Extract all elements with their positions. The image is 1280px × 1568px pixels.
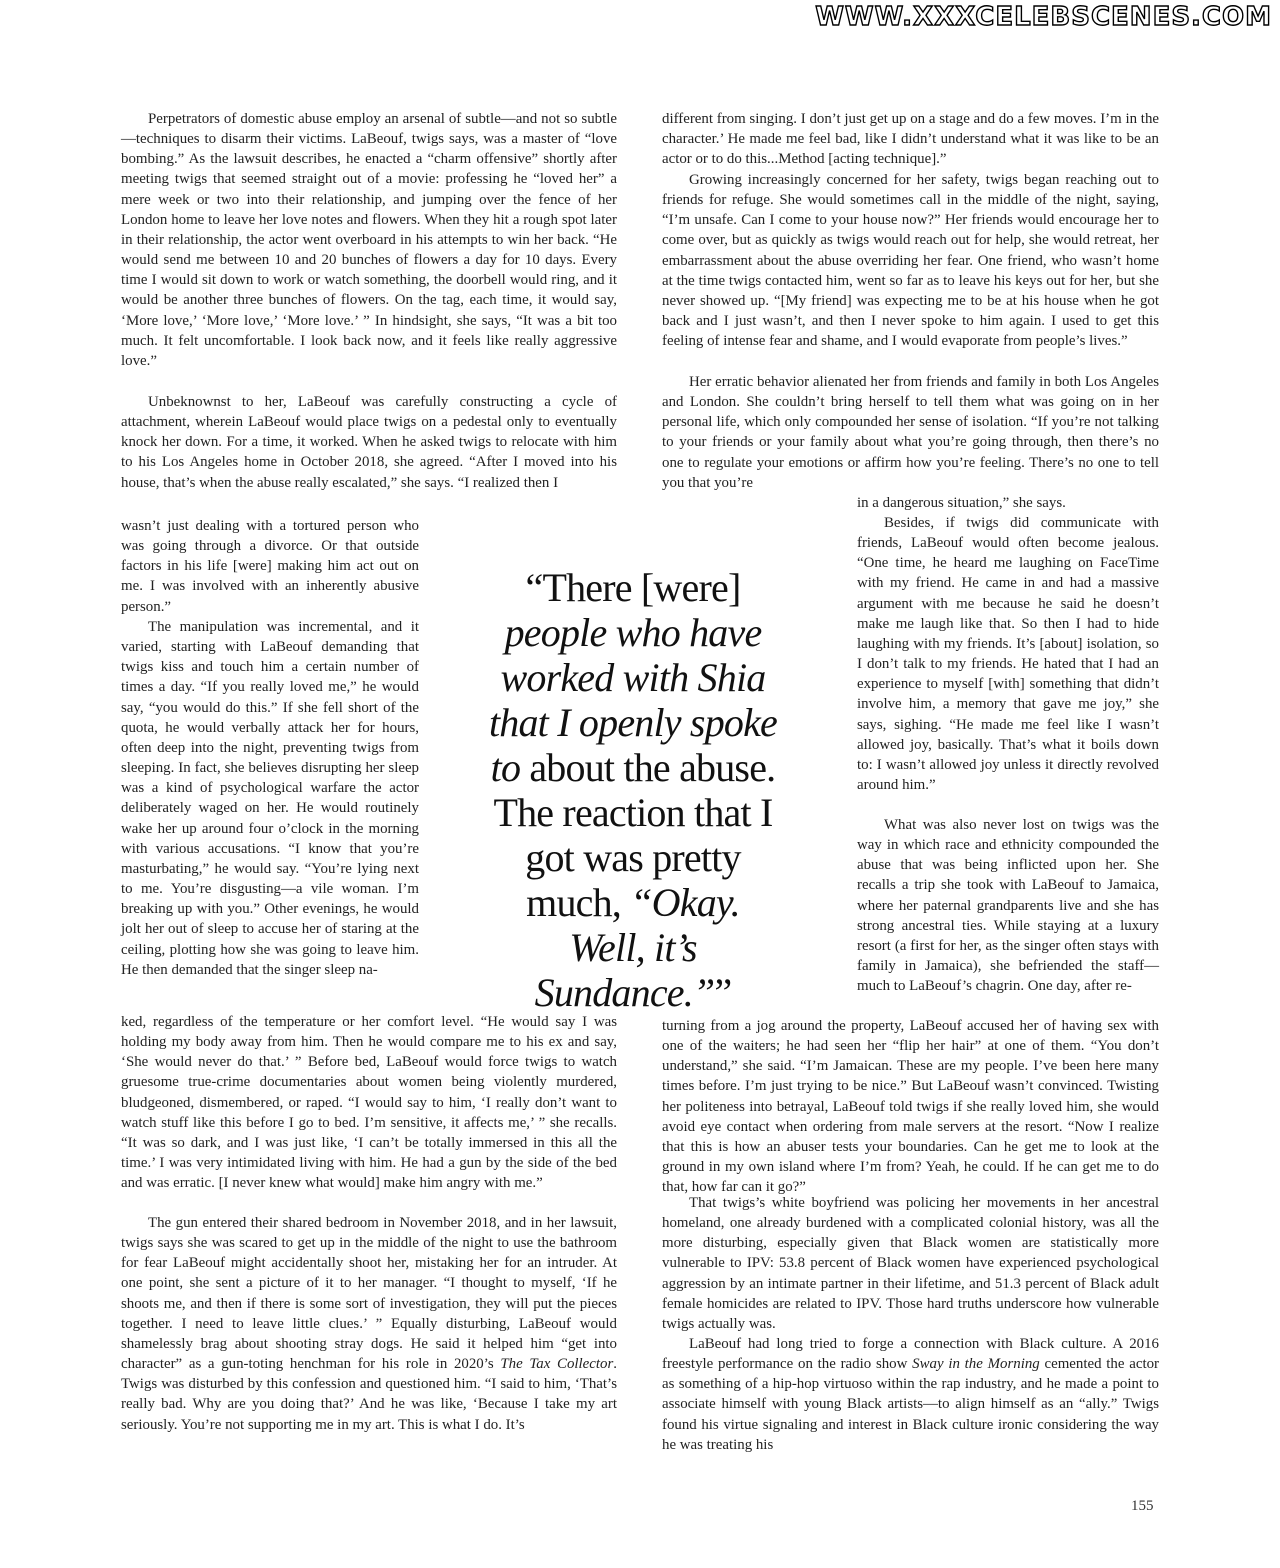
right-paragraph-2: Growing increasingly concerned for her safety, twigs began reaching out to friends for refuge. She would sometimes call in the middle of the night, saying, “I’m unsafe. Can I come to your house now?” Her friends would encourage her to come over, but as quickly as twigs would reach out for help, she would retreat, her embarrassment about the abuse overriding her fear. One friend, who wasn’t home at the time twigs contacted him, went so far as to leave his keys out for her, but she never showed up. “[My friend] was expecting me to be at his house when he got back and I just wasn’t, and then I never spoke to him again. I used to get this feeling of intense fear and shame, and I would evaporate from people’s lives.” xyxy=(662,172,1159,350)
left-paragraph-4-text-b: . Twigs was disturbed by this confession and questioned him. “I said to him, ‘That’s really bad. Why are you doing that?’ And he was like, ‘Because I take my art seriously. You’re not supporting me in my art. This is what I do. It’s xyxy=(121,1356,617,1433)
right-paragraph-7-text-a: LaBeouf had long tried to forge a connection with Black culture. A 2016 freestyle performance on the radio show xyxy=(662,1336,1159,1373)
pull-quote-middle: about the abuse. The reaction that I got was pretty much, xyxy=(493,745,776,925)
right-paragraph-4: Besides, if twigs did communicate with friends, LaBeouf would often become jealous. “One time, he heard me laughing on FaceTime with my friend. He came in and had a massive argument with me because he said he doesn’t make me laugh like that. So then I had to hide laughing with my friends. It’s [about] isolation, so I don’t talk to my friends. He hated that I had an experience to myself [with] something that didn’t involve him, a memory that gave me joy,” she says, sighing. “He made me feel like I wasn’t allowed joy, basically. That’s what it boils down to: I wasn’t allowed joy unless it directly revolved around him.” xyxy=(857,515,1159,794)
left-paragraph-3: The manipulation was incremental, and it varied, starting with LaBeouf demanding that twigs kiss and touch him a certain number of times a day. “If you really loved me,” he would say, “you would do this.” If she fell short of the quota, he would verbally attack her for hours, often deep into the night, preventing twigs from sleeping. In fact, she believes disrupting her sleep was a kind of psychological warfare the actor deliberately waged on her. He would routinely wake her up around four o’clock in the morning with various accusations. “I know that you’re masturbating,” he would say. “You’re lying next to me. You’re disgusting—a vile woman. I’m breaking up with you.” Other evenings, he would jolt her out of sleep to accuse her of staring at the ceiling, plotting how she was going to leave him. He then demanded that the singer sleep na- xyxy=(121,619,419,978)
right-paragraph-5: What was also never lost on twigs was the way in which race and ethnicity compounded the abuse that was being inflicted upon her. She recalls a trip she took with LaBeouf to Jamaica, where her paternal grandparents live and she has strong ancestral ties. While staying at a luxury resort (a first for her, as the singer often stays with family in Jamaica), she befriended the staff—much to LaBeouf’s chagrin. One day, after re- xyxy=(857,817,1159,995)
right-paragraph-5-continued: turning from a jog around the property, LaBeouf accused her of having sex with one of the waiters; he had seen her “flip her hair” at one of them. “You don’t understand,” she said. “I’m Jamaican. These are my people. I’ve been here many times before. I’m just trying to be nice.” But LaBeouf wasn’t convinced. Twisting her politeness into betrayal, LaBeouf told twigs if she really loved him, she would avoid eye contact when ordering from male servers at the resort. “Now I realize that this is how an abuser tests your boundaries. Can he get me to look at the ground in my own island where I’m from? Yeah, he could. If he can get me to do that, how far can it go?” xyxy=(662,1018,1159,1196)
right-paragraph-7-text-b: cemented the actor as something of a hip-hop virtuoso within the rap industry, and he made a point to associate himself with young Black artists—to align himself as an “ally.” Twigs found his virtue signaling and interest in Black culture ironic considering the way he was treating his xyxy=(662,1356,1159,1453)
right-paragraph-3-continued: in a dangerous situation,” she says. xyxy=(857,495,1066,511)
right-paragraph-1: different from singing. I don’t just get up on a stage and do a few moves. I’m in the character.’ He made me feel bad, like I didn’t understand what it was like to be an actor or to do this...Method [acting technique].” xyxy=(662,111,1159,168)
pull-quote-italic-2: “Okay. Well, it’s Sundance.” xyxy=(534,880,740,1015)
left-paragraph-4 xyxy=(121,1213,617,1435)
pull-quote-open: “There [were] xyxy=(525,565,741,610)
pull-quote-close: ” xyxy=(714,970,732,1015)
left-paragraph-4-text-a: The gun entered their shared bedroom in November 2018, and in her lawsuit, twigs says she was scared to get up in the middle of the night to use the bathroom for fear LaBeouf might accidentally shoot her, mistaking her for an intruder. At one point, she sent a picture of it to her manager. “I thought to myself, ‘If he shoots me, and then if there is some sort of investigation, they will put the pieces together. I need to leave little clues.’ ” Equally disturbing, LaBeouf would shamelessly brag about shooting stray dogs. He said it helped him “get into character” as a gun-toting henchman for his role in 2020’s xyxy=(121,1215,617,1373)
left-paragraph-1: Perpetrators of domestic abuse employ an arsenal of subtle—and not so subtle—techniques to disarm their victims. LaBeouf, twigs says, was a master of “love bombing.” As the lawsuit describes, he enacted a “charm offensive” shortly after meeting twigs that seemed straight out of a movie: professing he “loved her” a mere week or two into their relationship, and jumping over the fence of her London home to leave her love notes and flowers. When they hit a rough spot later in their relationship, the actor went overboard in his attempts to win her back. “He would send me between 10 and 20 bunches of flowers a day for 10 days. Every time I would sit down to work or watch something, the doorbell would ring, and it would be another three bunches of flowers. On the tag, each time, it would say, ‘More love,’ ‘More love,’ ‘More love.’ ” In hindsight, she says, “It was a bit too much. It felt uncomfortable. I look back now, and it feels like really aggressive love.” xyxy=(121,111,617,369)
right-paragraph-3: Her erratic behavior alienated her from friends and family in both Los Angeles and London. She couldn’t bring herself to tell them what was going on in her personal life, which only compounded her sense of isolation. “If you’re not talking to your friends or your family about what you’re going through, then there’s no one to regulate your emotions or affirm how you’re feeling. There’s no one to tell you that you’re xyxy=(662,374,1159,491)
left-paragraph-2-continued: wasn’t just dealing with a tortured person who was going through a divorce. Or that outside factors in his life [were] making him act out on me. I was involved with an inherently abusive person.” xyxy=(121,518,419,615)
pull-quote xyxy=(488,565,778,1015)
watermark: WWW.XXXCELEBSCENES.COM xyxy=(815,2,1272,32)
left-paragraph-3-continued: ked, regardless of the temperature or her comfort level. “He would say I was holding my body away from him. Then he would compare me to his ex and say, ‘She would never do that.’ ” Before bed, LaBeouf would force twigs to watch gruesome true-crime documentaries about women being violently murdered, bludgeoned, dismembered, or raped. “I would say to him, ‘I really don’t want to watch stuff like this before I go to bed. I’m sensitive, it affects me,’ ” she recalls. “It was so dark, and I was just like, ‘I can’t be totally immersed in this all the time.’ I was very intimidated living with him. He had a gun by the side of the bed and was erratic. [I never knew what would] make him angry with me.” xyxy=(121,1014,617,1192)
right-paragraph-6: That twigs’s white boyfriend was policing her movements in her ancestral homeland, one already burdened with a complicated colonial history, was all the more disturbing, especially given that Black women are statistically more vulnerable to IPV: 53.8 percent of Black women have experienced psychological aggression by an intimate partner in their lifetime, and 51.3 percent of Black adult female homicides are related to IPV. Those hard truths underscore how vulnerable twigs actually was. xyxy=(662,1195,1159,1332)
right-paragraph-7 xyxy=(662,1334,1159,1455)
show-title: Sway in the Morning xyxy=(912,1356,1040,1373)
left-paragraph-2: Unbeknownst to her, LaBeouf was carefully constructing a cycle of attachment, wherein LaBeouf would place twigs on a pedestal only to eventually knock her down. For a time, it worked. When he asked twigs to relocate with him to his Los Angeles home in October 2018, she agreed. “After I moved into his house, that’s when the abuse really escalated,” she says. “I realized then I xyxy=(121,394,617,491)
film-title: The Tax Collector xyxy=(500,1356,614,1373)
pull-quote-italic-1: people who have worked with Shia that I openly spoke to xyxy=(488,610,778,790)
page-number: 155 xyxy=(1131,1498,1154,1514)
